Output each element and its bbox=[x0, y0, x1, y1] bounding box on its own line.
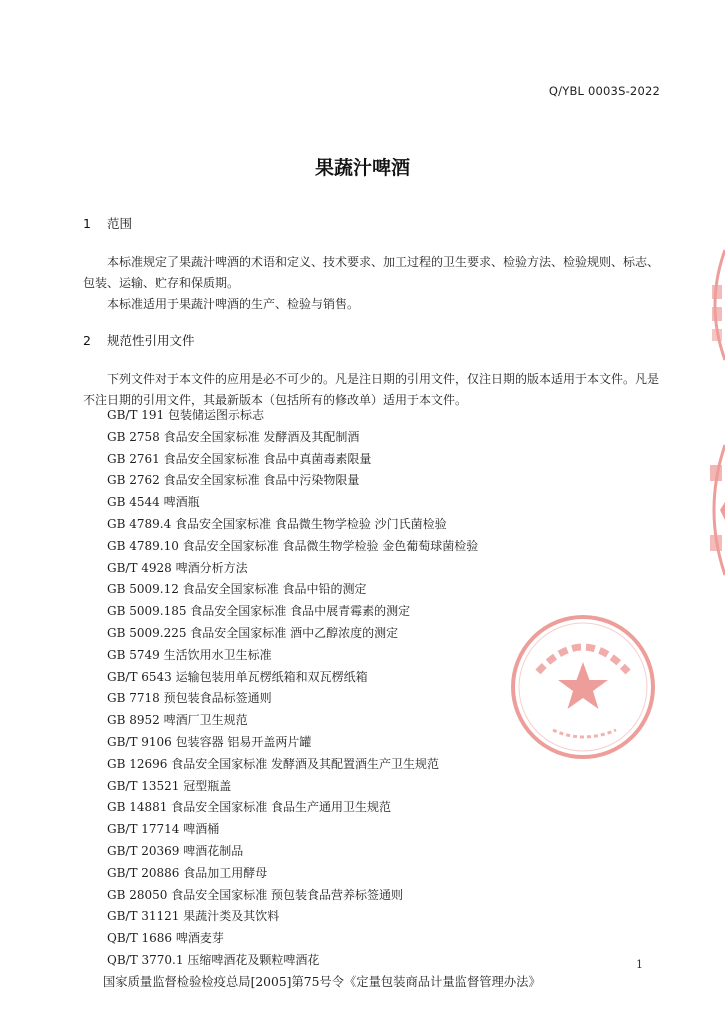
section-number: 2 bbox=[83, 333, 91, 348]
scope-body bbox=[83, 252, 663, 315]
edge-seal-stamp-icon bbox=[700, 440, 725, 580]
reference-item: GB 5009.185 食品安全国家标准 食品中展青霉素的测定 bbox=[107, 604, 411, 619]
reference-item: GB/T 6543 运输包装用单瓦楞纸箱和双瓦楞纸箱 bbox=[107, 669, 368, 684]
reference-item: GB 5009.225 食品安全国家标准 酒中乙醇浓度的测定 bbox=[107, 625, 399, 640]
reference-item: GB/T 4928 啤酒分析方法 bbox=[107, 560, 248, 575]
scope-paragraph: 本标准适用于果蔬汁啤酒的生产、检验与销售。 bbox=[107, 297, 360, 311]
reference-item: GB/T 13521 冠型瓶盖 bbox=[107, 778, 232, 793]
reference-item: GB 7718 预包装食品标签通则 bbox=[107, 691, 272, 706]
reference-item: GB 4789.4 食品安全国家标准 食品微生物学检验 沙门氏菌检验 bbox=[107, 516, 447, 531]
reference-item: 国家质量监督检验检疫总局[2005]第75号令《定量包装商品计量监督管理办法》 bbox=[103, 974, 541, 989]
reference-item: GB 5749 生活饮用水卫生标准 bbox=[107, 647, 272, 662]
reference-item: GB/T 31121 果蔬汁类及其饮料 bbox=[107, 909, 280, 924]
section-number: 1 bbox=[83, 216, 91, 231]
page-number: 1 bbox=[636, 958, 643, 971]
section-heading-normative-references bbox=[83, 331, 195, 349]
reference-item: GB 4789.10 食品安全国家标准 食品微生物学检验 金色葡萄球菌检验 bbox=[107, 538, 479, 553]
reference-item: GB/T 9106 包装容器 铝易开盖两片罐 bbox=[107, 734, 312, 749]
reference-item: QB/T 3770.1 压缩啤酒花及颗粒啤酒花 bbox=[107, 952, 320, 967]
references-paragraph: 下列文件对于本文件的应用是必不可少的。凡是注日期的引用文件，仅注日期的版本适用于本文件。凡是不注日期的引用文件，其最新版本（包括所有的修改单）适用于本文件。 bbox=[83, 372, 660, 407]
document-code: Q/YBL 0003S-2022 bbox=[548, 84, 660, 98]
section-heading-scope bbox=[83, 214, 132, 232]
section-title: 范围 bbox=[106, 216, 132, 231]
reference-item: GB 5009.12 食品安全国家标准 食品中铅的测定 bbox=[107, 582, 367, 597]
edge-seal-stamp-icon bbox=[700, 245, 725, 365]
reference-item: QB/T 1686 啤酒麦芽 bbox=[107, 931, 224, 946]
reference-item: GB 2758 食品安全国家标准 发酵酒及其配制酒 bbox=[107, 429, 360, 444]
scope-paragraph: 本标准规定了果蔬汁啤酒的术语和定义、技术要求、加工过程的卫生要求、检验方法、检验规则、标志、包装、运输、贮存和保质期。 bbox=[83, 255, 660, 290]
red-company-seal-icon bbox=[508, 612, 658, 762]
reference-item: GB 14881 食品安全国家标准 食品生产通用卫生规范 bbox=[107, 800, 392, 815]
reference-item: GB 28050 食品安全国家标准 预包装食品营养标签通则 bbox=[107, 887, 404, 902]
reference-item: GB 4544 啤酒瓶 bbox=[107, 495, 200, 510]
reference-item: GB 8952 啤酒厂卫生规范 bbox=[107, 713, 248, 728]
reference-item: GB/T 20369 啤酒花制品 bbox=[107, 843, 244, 858]
document-title: 果蔬汁啤酒 bbox=[314, 157, 410, 179]
reference-item: GB 12696 食品安全国家标准 发酵酒及其配置酒生产卫生规范 bbox=[107, 756, 440, 771]
section-title: 规范性引用文件 bbox=[106, 333, 195, 348]
reference-item: GB/T 20886 食品加工用酵母 bbox=[107, 865, 268, 880]
reference-item: GB/T 191 包装储运图示标志 bbox=[107, 408, 264, 422]
reference-item: GB 2761 食品安全国家标准 食品中真菌毒素限量 bbox=[107, 451, 372, 466]
reference-item: GB/T 17714 啤酒桶 bbox=[107, 822, 220, 837]
reference-item: GB 2762 食品安全国家标准 食品中污染物限量 bbox=[107, 473, 360, 488]
